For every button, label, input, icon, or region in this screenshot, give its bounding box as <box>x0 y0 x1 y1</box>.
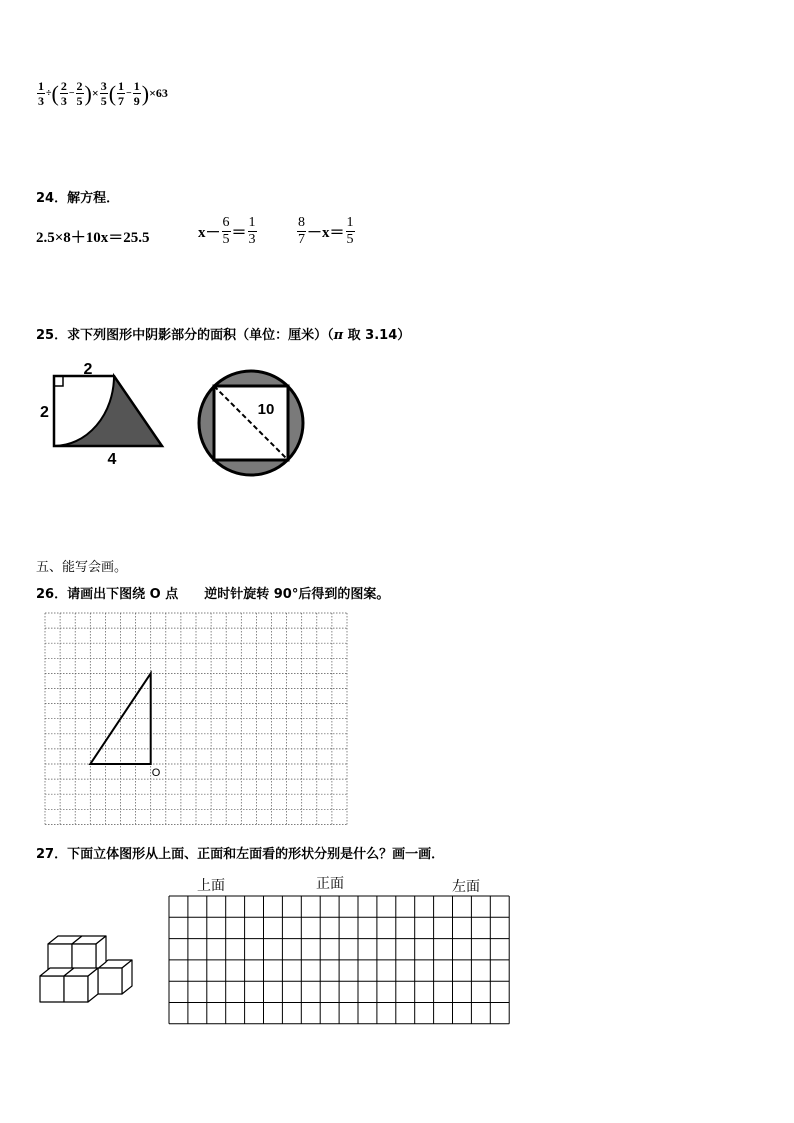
view-label-front: 正面 <box>316 876 344 892</box>
dim-top-label: 2 <box>83 361 93 378</box>
q26-title <box>36 583 389 602</box>
equation-text: x－ <box>198 225 221 241</box>
q24-equation-1: 2.5×8＋10x＝25.5 <box>36 230 150 246</box>
q24-equation-3 <box>296 216 356 247</box>
fraction: $\frac{2}{5}$ <box>76 79 83 108</box>
diagonal-label: 10 <box>257 401 275 418</box>
cube-face <box>64 976 88 1002</box>
dim-bottom-label: 4 <box>107 451 117 468</box>
times-sign: × <box>91 86 99 100</box>
divide-sign: ÷ <box>46 88 52 99</box>
equation-text: ＝ <box>231 225 247 241</box>
minus-sign: − <box>126 88 132 99</box>
q26-title-part-b: 逆时针旋转 90°后得到的图案。 <box>204 587 390 602</box>
q27-title: 27．下面立体图形从上面、正面和左面看的形状分别是什么？画一画． <box>36 847 445 862</box>
view-label-top: 上面 <box>197 878 225 894</box>
q25-title <box>36 324 410 343</box>
cube-face <box>72 944 96 970</box>
fraction: $\frac{1}{9}$ <box>133 79 140 108</box>
pi-symbol: π <box>333 328 344 343</box>
fraction: $\frac{1}{5}$ <box>346 215 354 247</box>
left-paren: ( <box>108 80 117 106</box>
section-title: 五、能写会画。 <box>36 560 128 575</box>
expression-tail: ×63 <box>149 86 168 100</box>
q23-expression <box>36 80 168 107</box>
q24-title: 24．解方程． <box>36 191 120 206</box>
cube-face <box>98 968 122 994</box>
cube-face <box>48 944 72 970</box>
point-o-label: O <box>151 767 161 779</box>
q25-figure-trapezoid <box>36 361 171 470</box>
right-paren: ) <box>141 80 150 106</box>
fraction: $\frac{1}{3}$ <box>248 215 256 247</box>
left-paren: ( <box>51 80 59 106</box>
view-label-left: 左面 <box>452 879 480 895</box>
equation-text: －x＝ <box>307 225 345 241</box>
minus-sign: − <box>68 88 75 99</box>
q24-equation-2 <box>198 216 258 247</box>
right-paren: ) <box>84 80 92 106</box>
fraction: $\frac{3}{5}$ <box>100 79 107 108</box>
fraction: $\frac{1}{7}$ <box>118 79 125 108</box>
q25-figure-circle-square <box>196 368 306 478</box>
q25-title-text: 25．求下列图形中阴影部分的面积（单位：厘米）（ <box>36 328 334 343</box>
fraction: $\frac{8}{7}$ <box>298 215 305 247</box>
q27-answer-grid <box>168 895 512 1026</box>
q26-dotted-grid <box>44 612 346 826</box>
q27-cube-stack <box>38 932 138 1004</box>
fraction: $\frac{2}{3}$ <box>60 79 67 108</box>
cube-face <box>40 976 64 1002</box>
q25-title-tail: 取 3.14） <box>343 328 411 343</box>
fraction: $\frac{6}{5}$ <box>222 215 230 247</box>
fraction: $\frac{1}{3}$ <box>38 79 44 108</box>
dim-left-label: 2 <box>40 404 49 421</box>
q26-title-part-a: 26．请画出下图绕 O 点 <box>36 587 179 602</box>
